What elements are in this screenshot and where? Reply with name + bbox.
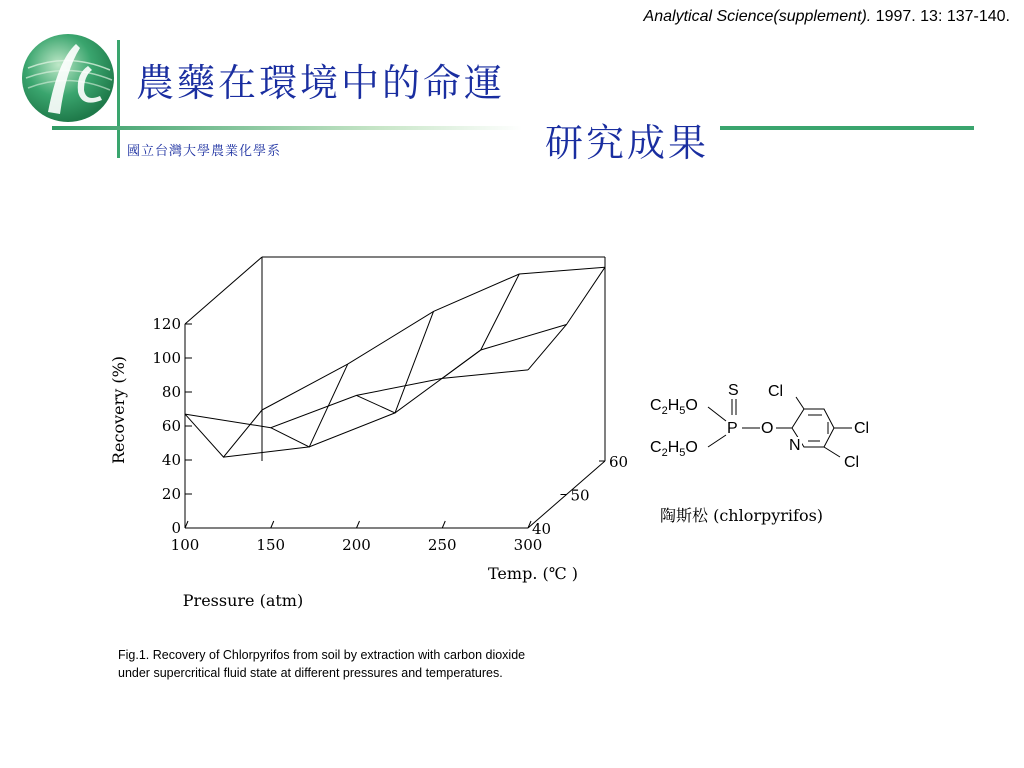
surface-line-pressure-100 bbox=[185, 410, 262, 457]
left-top-edge bbox=[185, 257, 262, 324]
chlorine-right-label: Cl bbox=[854, 420, 870, 437]
ac-logo-icon bbox=[18, 30, 122, 126]
surface-line-pressure-300 bbox=[528, 267, 605, 370]
chlorine-top-label: Cl bbox=[768, 383, 784, 400]
recovery-tick-label: 120 bbox=[152, 315, 181, 333]
temp-tick-label: 40 bbox=[532, 520, 552, 538]
citation bbox=[644, 8, 1010, 26]
temp-axis-title: Temp. (℃ ) bbox=[488, 564, 578, 583]
surface-line-temp-40 bbox=[185, 370, 528, 428]
department-label: 國立台灣大學農業化學系 bbox=[127, 144, 282, 159]
pressure-tick-label: 100 bbox=[170, 536, 200, 554]
surface-line-temp-50 bbox=[224, 325, 567, 458]
recovery-tick-label: 0 bbox=[171, 519, 181, 537]
ethoxy-bottom-label: $C_2H_5O$ bbox=[650, 439, 698, 459]
temp-tick-label: 50 bbox=[570, 486, 590, 505]
citation-details: 1997. 13: 137-140. bbox=[871, 8, 1010, 25]
recovery-axis-title: Recovery (%) bbox=[109, 355, 128, 465]
recovery-tick-label: 40 bbox=[161, 451, 181, 469]
pressure-tick bbox=[357, 521, 360, 528]
sulfur-label: S bbox=[728, 382, 739, 399]
recovery-surface-chart bbox=[100, 270, 629, 620]
pressure-tick-label: 200 bbox=[342, 536, 371, 554]
oxygen-label: O bbox=[761, 420, 774, 437]
recovery-tick-label: 60 bbox=[161, 417, 181, 435]
surface-line-temp-60 bbox=[262, 267, 605, 410]
ethoxy-top-label: $C_2H_5O$ bbox=[650, 397, 698, 417]
surface-line-pressure-200 bbox=[357, 311, 434, 413]
nitrogen-label: N bbox=[789, 437, 801, 454]
pressure-tick-label: 150 bbox=[256, 536, 286, 554]
recovery-tick-label: 100 bbox=[152, 349, 181, 367]
header-rule-right bbox=[720, 126, 974, 130]
surface-line-pressure-250 bbox=[442, 274, 519, 378]
surface-line-pressure-150 bbox=[271, 364, 348, 447]
pressure-axis-title: Pressure (atm) bbox=[182, 591, 304, 610]
chlorpyrifos-structure bbox=[640, 375, 900, 485]
page-subtitle: 研究成果 bbox=[545, 121, 710, 165]
temp-tick-label: 60 bbox=[609, 453, 629, 471]
pressure-tick bbox=[271, 521, 274, 528]
pressure-tick bbox=[442, 521, 445, 528]
figure-caption: Fig.1. Recovery of Chlorpyrifos from soil by extraction with carbon dioxide under supercritical fluid state at different pressures and temperatures. bbox=[118, 648, 526, 680]
header-vertical-rule bbox=[117, 40, 120, 158]
page-title: 農藥在環境中的命運 bbox=[136, 61, 506, 105]
header-rule-left bbox=[52, 126, 522, 130]
chlorine-bottom-label: Cl bbox=[844, 454, 860, 471]
phosphorus-label: P bbox=[727, 420, 738, 437]
citation-journal: Analytical Science(supplement). bbox=[643, 8, 872, 25]
recovery-tick-label: 20 bbox=[161, 485, 181, 503]
recovery-tick-label: 80 bbox=[161, 383, 181, 401]
pressure-tick-label: 250 bbox=[427, 536, 457, 554]
compound-name: 陶斯松 (chlorpyrifos) bbox=[660, 506, 824, 525]
pressure-tick-label: 300 bbox=[513, 536, 543, 554]
